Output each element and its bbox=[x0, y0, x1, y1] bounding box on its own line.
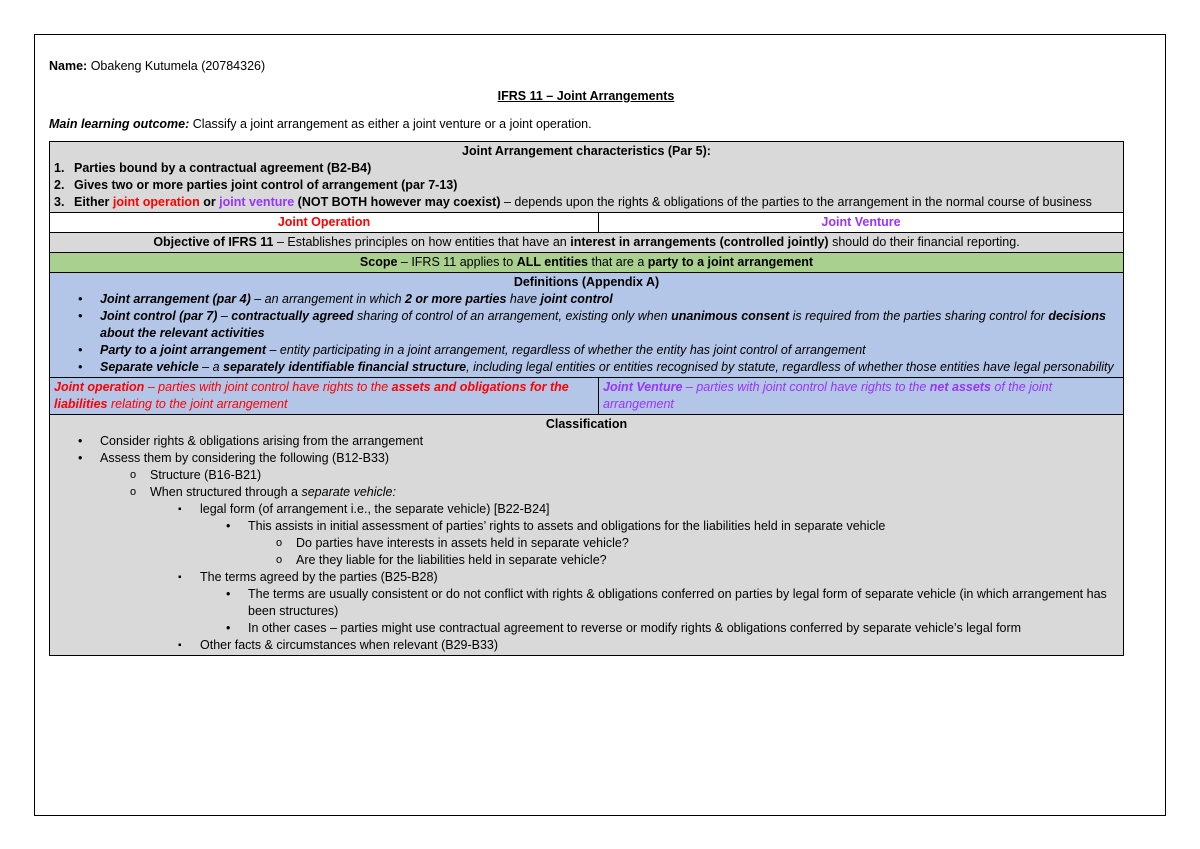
legal-form-detail: • This assists in initial assessment of parties’ rights to assets and obligations for the liabilities held in separate vehicle o Do parties have interests in assets held in separate vehicle? o Are they liable for the liabilities held in separate vehicle? bbox=[226, 518, 1119, 569]
outcome-label: Main learning outcome: bbox=[49, 117, 190, 131]
name-value: Obakeng Kutumela (20784326) bbox=[90, 59, 266, 73]
student-name-line bbox=[49, 57, 1123, 75]
characteristics-row bbox=[50, 142, 1124, 213]
document-content bbox=[49, 57, 1123, 656]
scope-cell: Scope – IFRS 11 applies to ALL entities that are a party to a joint arrangement bbox=[50, 253, 1124, 273]
classification-point-2: • Assess them by considering the following (B12-B33) o Structure (B16-B21) o When structured through a separate vehicle: ▪ legal form (of arrangement i.e., the separate vehicle) [B22-B24] • This assists in initial assessment of parties’ rights to assets and obligations for the liabilities held in separate vehicle o Do parties have interests in assets held in separate vehicle? o Are they liable for the liabilities held in separate vehicle? ▪ The terms agreed by the parties (B25-B28) • The terms are usually consistent or do not conflict with rights & obligations conferred on parties by legal form of separate vehicle (in which arrangement has been structures) • In other cases – parties might use contractual agreement to reverse or modify rights & obligations conferred by separate vehicle’s legal form ▪ Other facts & circumstances when relevant (B29-B33) bbox=[78, 450, 1119, 654]
objective-row bbox=[50, 233, 1124, 253]
objective-cell: Objective of IFRS 11 – Establishes principles on how entities that have an interest in arrangements (controlled jointly) should do their financial reporting. bbox=[50, 233, 1124, 253]
classification-heading: Classification bbox=[545, 417, 628, 431]
question-assets: o Do parties have interests in assets held in separate vehicle? bbox=[276, 535, 1119, 552]
assessment-list bbox=[100, 467, 1119, 654]
joint-operation-header: Joint Operation bbox=[50, 213, 599, 233]
other-facts-item: ▪ Other facts & circumstances when relevant (B29-B33) bbox=[178, 637, 1119, 654]
types-row bbox=[50, 378, 1124, 415]
question-liabilities: o Are they liable for the liabilities held in separate vehicle? bbox=[276, 552, 1119, 569]
item-number: 2. bbox=[54, 178, 65, 192]
terms-detail-1: • The terms are usually consistent or do not conflict with rights & obligations conferred on parties by legal form of separate vehicle (in which arrangement has been structures) bbox=[226, 586, 1119, 620]
item-number: 3. bbox=[54, 195, 65, 209]
classification-cell bbox=[50, 415, 1124, 656]
legal-form-details bbox=[200, 518, 1119, 569]
scope-row bbox=[50, 253, 1124, 273]
classification-row bbox=[50, 415, 1124, 656]
separate-vehicle-item: o When structured through a separate vehicle: ▪ legal form (of arrangement i.e., the separate vehicle) [B22-B24] • This assists in initial assessment of parties’ rights to assets and obligations for the liabilities held in separate vehicle o Do parties have interests in assets held in separate vehicle? o Are they liable for the liabilities held in separate vehicle? ▪ The terms agreed by the parties (B25-B28) • The terms are usually consistent or do not conflict with rights & obligations conferred on parties by legal form of separate vehicle (in which arrangement has been structures) • In other cases – parties might use contractual agreement to reverse or modify rights & obligations conferred by separate vehicle’s legal form ▪ Other facts & circumstances when relevant (B29-B33) bbox=[130, 484, 1119, 654]
characteristic-item-2 bbox=[54, 177, 1119, 194]
separate-vehicle-list bbox=[150, 501, 1119, 654]
definitions-heading: Definitions (Appendix A) bbox=[513, 275, 660, 289]
summary-table bbox=[49, 141, 1124, 656]
item-text: Parties bound by a contractual agreement (B2-B4) bbox=[74, 161, 372, 175]
definitions-row bbox=[50, 273, 1124, 378]
item-number: 1. bbox=[54, 161, 65, 175]
definition-joint-control: • Joint control (par 7) – contractually agreed sharing of control of an arrangement, existing only when unanimous consent is required from the parties sharing control for decisions about the relevant activities bbox=[78, 308, 1119, 342]
structure-item: o Structure (B16-B21) bbox=[130, 467, 1119, 484]
outcome-text: Classify a joint arrangement as either a joint venture or a joint operation. bbox=[192, 117, 592, 131]
joint-operation-term: joint operation bbox=[112, 195, 200, 209]
characteristics-cell bbox=[50, 142, 1124, 213]
joint-venture-header: Joint Venture bbox=[599, 213, 1124, 233]
document-page bbox=[34, 34, 1166, 816]
terms-agreed-item: ▪ The terms agreed by the parties (B25-B28) • The terms are usually consistent or do not conflict with rights & obligations conferred on parties by legal form of separate vehicle (in which arrangement has been structures) • In other cases – parties might use contractual agreement to reverse or modify rights & obligations conferred by separate vehicle’s legal form bbox=[178, 569, 1119, 637]
learning-outcome-line bbox=[49, 115, 1123, 133]
document-title: IFRS 11 – Joint Arrangements bbox=[497, 89, 675, 103]
definition-party: • Party to a joint arrangement – entity participating in a joint arrangement, regardless of whether the entity has joint control of arrangement bbox=[78, 342, 1119, 359]
characteristics-heading: Joint Arrangement characteristics (Par 5): bbox=[462, 144, 711, 158]
name-label: Name: bbox=[49, 59, 88, 73]
legal-form-item: ▪ legal form (of arrangement i.e., the separate vehicle) [B22-B24] • This assists in initial assessment of parties’ rights to assets and obligations for the liabilities held in separate vehicle o Do parties have interests in assets held in separate vehicle? o Are they liable for the liabilities held in separate vehicle? bbox=[178, 501, 1119, 569]
classification-point-1: • Consider rights & obligations arising from the arrangement bbox=[78, 433, 1119, 450]
item-text: Gives two or more parties joint control of arrangement (par 7-13) bbox=[74, 178, 458, 192]
characteristic-item-1 bbox=[54, 160, 1119, 177]
terms-detail-2: • In other cases – parties might use contractual agreement to reverse or modify rights & obligations conferred by separate vehicle’s legal form bbox=[226, 620, 1119, 637]
definition-separate-vehicle: • Separate vehicle – a separately identifiable financial structure, including legal entities or entities recognised by statute, regardless of whether those entities have legal personability bbox=[78, 359, 1119, 376]
characteristic-item-3 bbox=[54, 194, 1119, 211]
columns-header-row bbox=[50, 213, 1124, 233]
terms-details bbox=[200, 586, 1119, 637]
item-text: Either joint operation or joint venture (NOT BOTH however may coexist) – depends upon the rights & obligations of the parties to the arrangement in the normal course of business bbox=[74, 195, 1092, 209]
joint-operation-definition: Joint operation – parties with joint control have rights to the assets and obligations for the liabilities relating to the joint arrangement bbox=[50, 378, 599, 415]
legal-form-questions bbox=[248, 535, 1119, 569]
definitions-list bbox=[54, 291, 1119, 376]
definitions-cell bbox=[50, 273, 1124, 378]
classification-list bbox=[54, 433, 1119, 654]
definition-joint-arrangement: • Joint arrangement (par 4) – an arrangement in which 2 or more parties have joint control bbox=[78, 291, 1119, 308]
joint-venture-definition: Joint Venture – parties with joint control have rights to the net assets of the joint arrangement bbox=[599, 378, 1124, 415]
joint-venture-term: joint venture bbox=[219, 195, 295, 209]
